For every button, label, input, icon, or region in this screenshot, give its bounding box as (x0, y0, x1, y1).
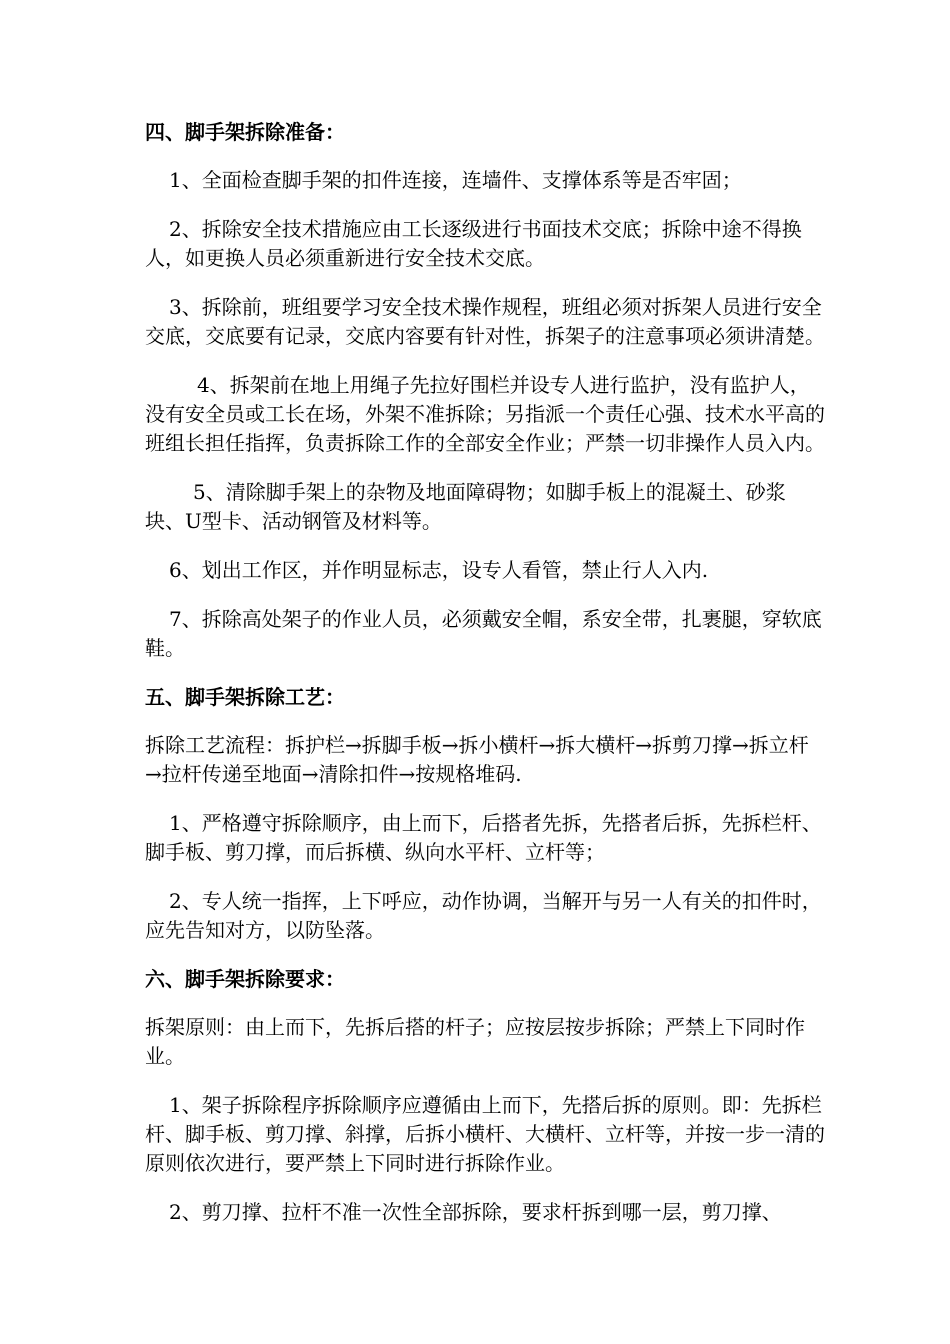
paragraph: 7、拆除高处架子的作业人员，必须戴安全帽，系安全带，扎裹腿，穿软底鞋。 (145, 607, 822, 660)
paragraph: 2、拆除安全技术措施应由工长逐级进行书面技术交底；拆除中途不得换人，如更换人员必须重新进行安全技术交底。 (145, 217, 802, 270)
document-page (145, 118, 825, 1247)
section-heading-requirements: 六、脚手架拆除要求： (145, 967, 345, 991)
paragraph: 3、拆除前，班组要学习安全技术操作规程，班组必须对拆架人员进行安全交底，交底要有记录，交底内容要有针对性，拆架子的注意事项必须讲清楚。 (145, 295, 825, 348)
paragraph: 2、剪刀撑、拉杆不准一次性全部拆除，要求杆拆到哪一层，剪刀撑、 (169, 1200, 782, 1224)
paragraph: 拆架原则：由上而下，先拆后搭的杆子；应按层按步拆除；严禁上下同时作业。 (145, 1015, 805, 1068)
paragraph: 1、架子拆除程序拆除顺序应遵循由上而下，先搭后拆的原则。即：先拆栏杆、脚手板、剪刀撑、斜撑，后拆小横杆、大横杆、立杆等，并按一步一清的原则依次进行，要严禁上下同时进行拆除作业。 (145, 1093, 825, 1175)
paragraph: 1、全面检查脚手架的扣件连接，连墙件、支撑体系等是否牢固； (169, 168, 742, 192)
paragraph: 拆除工艺流程：拆护栏→拆脚手板→拆小横杆→拆大横杆→拆剪刀撑→拆立杆→拉杆传递至地面→清除扣件→按规格堆码. (145, 733, 809, 786)
section-heading-prep: 四、脚手架拆除准备： (145, 120, 345, 144)
paragraph: 5、清除脚手架上的杂物及地面障碍物；如脚手板上的混凝土、砂浆块、U型卡、活动钢管及材料等。 (145, 480, 786, 533)
paragraph: 1、严格遵守拆除顺序，由上而下，后搭者先拆，先搭者后拆，先拆栏杆、脚手板、剪刀撑，而后拆横、纵向水平杆、立杆等； (145, 811, 822, 864)
section-heading-process: 五、脚手架拆除工艺： (145, 685, 345, 709)
paragraph: 4、拆架前在地上用绳子先拉好围栏并设专人进行监护，没有监护人，没有安全员或工长在场，外架不准拆除；另指派一个责任心强、技术水平高的班组长担任指挥，负责拆除工作的全部安全作业；严禁一切非操作人员入内。 (145, 373, 825, 455)
paragraph: 6、划出工作区，并作明显标志，设专人看管，禁止行人入内. (169, 558, 709, 582)
paragraph: 2、专人统一指挥，上下呼应，动作协调，当解开与另一人有关的扣件时，应先告知对方，以防坠落。 (145, 889, 822, 942)
